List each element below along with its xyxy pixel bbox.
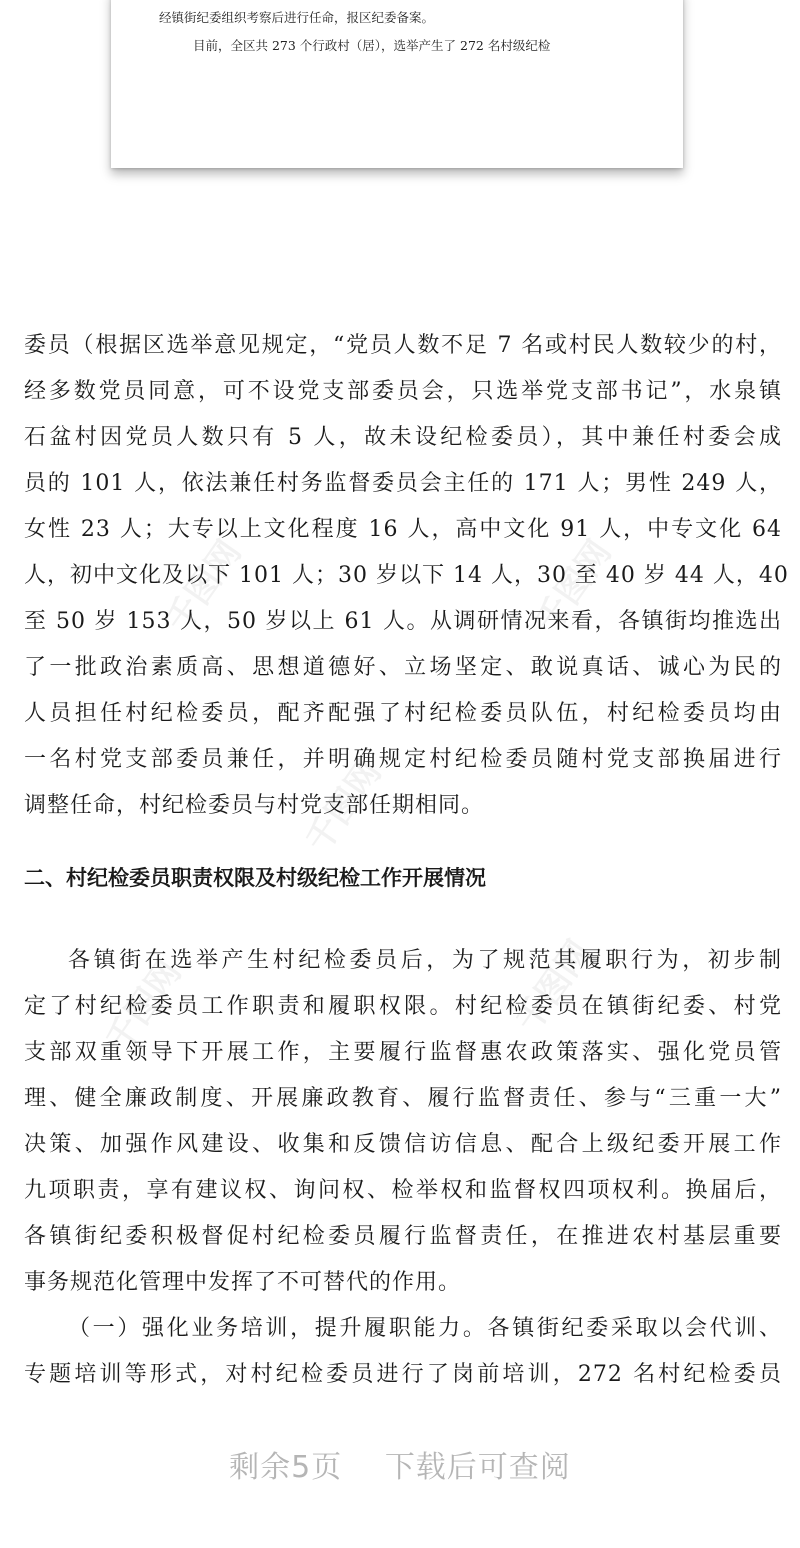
text-line: 女性 23 人；大专以上文化程度 16 人，高中文化 91 人，中专文化 64 <box>24 517 782 542</box>
text-line: 人员担任村纪检委员，配齐配强了村纪检委员队伍，村纪检委员均由 <box>24 701 782 726</box>
section-heading: 二、村纪检委员职责权限及村级纪检工作开展情况 <box>24 866 486 890</box>
paragraph-members <box>24 323 789 829</box>
download-prompt[interactable] <box>0 1442 800 1486</box>
text-line: 九项职责，享有建议权、询问权、检举权和监督权四项权利。换届后， <box>24 1178 782 1203</box>
text-line: 各镇街纪委积极督促村纪检委员履行监督责任，在推进农村基层重要 <box>24 1224 782 1249</box>
text-line: 各镇街在选举产生村纪检委员后，为了规范其履职行为，初步制 <box>68 948 782 973</box>
watermark: 千图网 <box>158 533 250 640</box>
preview-line-2: 目前，全区共 273 个行政村（居），选举产生了 272 名村级纪检 <box>193 38 551 53</box>
document-preview-card <box>111 0 683 168</box>
text-line: （一）强化业务培训，提升履职能力。各镇街纪委采取以会代训、 <box>68 1316 782 1341</box>
text-line: 事务规范化管理中发挥了不可替代的作用。 <box>24 1270 462 1295</box>
text-line: 一名村党支部委员兼任，并明确规定村纪检委员随村党支部换届进行 <box>24 747 782 772</box>
text-line: 石盆村因党员人数只有 5 人，故未设纪检委员），其中兼任村委会成 <box>24 425 782 450</box>
text-line: 专题培训等形式，对村纪检委员进行了岗前培训，272 名村纪检委员 <box>24 1362 782 1387</box>
text-line: 至 50 岁 153 人，50 岁以上 61 人。从调研情况来看，各镇街均推选出 <box>24 609 782 634</box>
text-line: 调整任命，村纪检委员与村党支部任期相同。 <box>24 793 485 818</box>
text-line: 员的 101 人，依法兼任村务监督委员会主任的 171 人；男性 249 人， <box>24 471 782 496</box>
text-line: 支部双重领导下开展工作，主要履行监督惠农政策落实、强化党员管 <box>24 1040 782 1065</box>
watermark: 千图网 <box>528 533 620 640</box>
text-line: 决策、加强作风建设、收集和反馈信访信息、配合上级纪委开展工作 <box>24 1132 782 1157</box>
preview-line-1: 经镇街纪委组织考察后进行任命，报区纪委备案。 <box>159 10 435 25</box>
watermark: 千图网 <box>298 753 390 860</box>
watermark: 千图网 <box>98 953 190 1060</box>
text-line: 了一批政治素质高、思想道德好、立场坚定、敢说真话、诚心为民的 <box>24 655 782 680</box>
remaining-pages-label[interactable]: 剩余5页 <box>229 1450 343 1485</box>
text-line: 委员（根据区选举意见规定，“党员人数不足 7 名或村民人数较少的村， <box>24 333 782 358</box>
text-line: 理、健全廉政制度、开展廉政教育、履行监督责任、参与“三重一大” <box>24 1086 782 1111</box>
text-line: 人，初中文化及以下 101 人；30 岁以下 14 人，30 至 40 岁 44 人，40 <box>24 563 789 588</box>
text-line: 经多数党员同意，可不设党支部委员会，只选举党支部书记”，水泉镇 <box>24 379 782 404</box>
watermark: 千图网 <box>508 933 600 1040</box>
paragraph-training <box>24 1306 782 1398</box>
text-line: 定了村纪检委员工作职责和履职权限。村纪检委员在镇街纪委、村党 <box>24 994 782 1019</box>
download-to-view-label[interactable]: 下载后可查阅 <box>384 1450 571 1485</box>
paragraph-duties <box>24 938 782 1306</box>
